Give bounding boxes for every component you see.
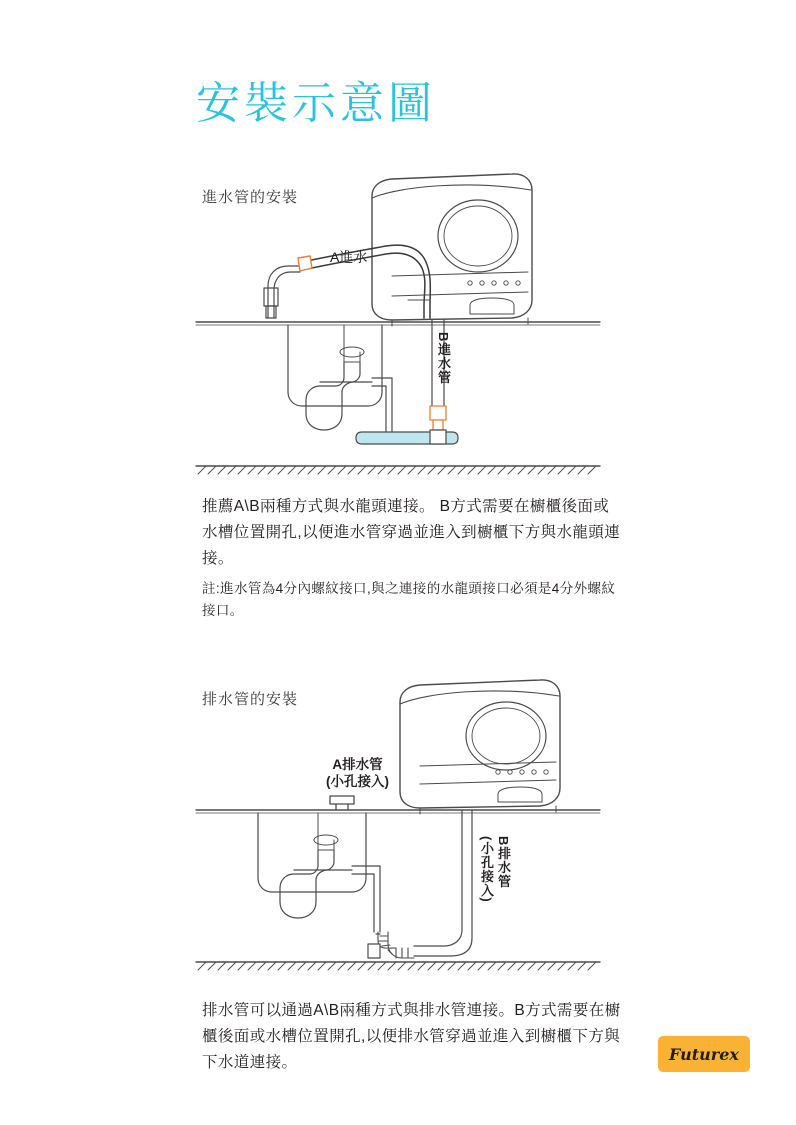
- sink-basin-2: [258, 813, 366, 892]
- faucet-1: [264, 266, 300, 318]
- callout-drain-a: A排水管 (小孔接入): [326, 757, 389, 789]
- floor-drain-1: [356, 430, 458, 444]
- sink-basin-1: [288, 325, 382, 406]
- floor-hatching-2: [198, 962, 596, 970]
- page-title: 安裝示意圖: [196, 78, 436, 129]
- callout-inlet-b: B進水管: [436, 332, 451, 385]
- inlet-connector-a: [298, 256, 312, 271]
- p-trap-2: [280, 850, 380, 932]
- callout-inlet-a: A進水: [330, 249, 368, 265]
- brand-badge: [658, 1036, 750, 1072]
- section-label-drain: 排水管的安裝: [202, 691, 299, 708]
- paragraph-drain-main: 排水管可以通過A\B兩種方式與排水管連接。B方式需要在櫥櫃後面或水槽位置開孔,以便排水管穿過並進入到櫥櫃下方與下水道連接。: [202, 1002, 621, 1071]
- paragraph-inlet-note: 註:進水管為4分內螺紋接口,與之連接的水龍頭接口必須是4分外螺紋接口。: [202, 581, 616, 618]
- section-label-inlet: 進水管的安裝: [202, 189, 299, 206]
- drain-pipe-b: [414, 810, 472, 956]
- inlet-connector-b: [430, 406, 446, 430]
- p-trap-1: [306, 362, 392, 436]
- brand-label: Futurex: [669, 1044, 739, 1064]
- paragraph-inlet-main: 推薦A\B兩種方式與水龍頭連接。 B方式需要在櫥櫃後面或水槽位置開孔,以便進水管穿過並進入到櫥櫃下方與水龍頭連接。: [202, 498, 621, 567]
- dishwasher-bottom: [400, 680, 560, 814]
- dishwasher-top: [372, 174, 532, 326]
- drain-corrugated-hose: [378, 932, 414, 958]
- callout-drain-b: B排水管 (小孔接入): [479, 836, 511, 903]
- floor-hatching-1: [198, 466, 596, 474]
- drain-hose-a: [330, 796, 354, 810]
